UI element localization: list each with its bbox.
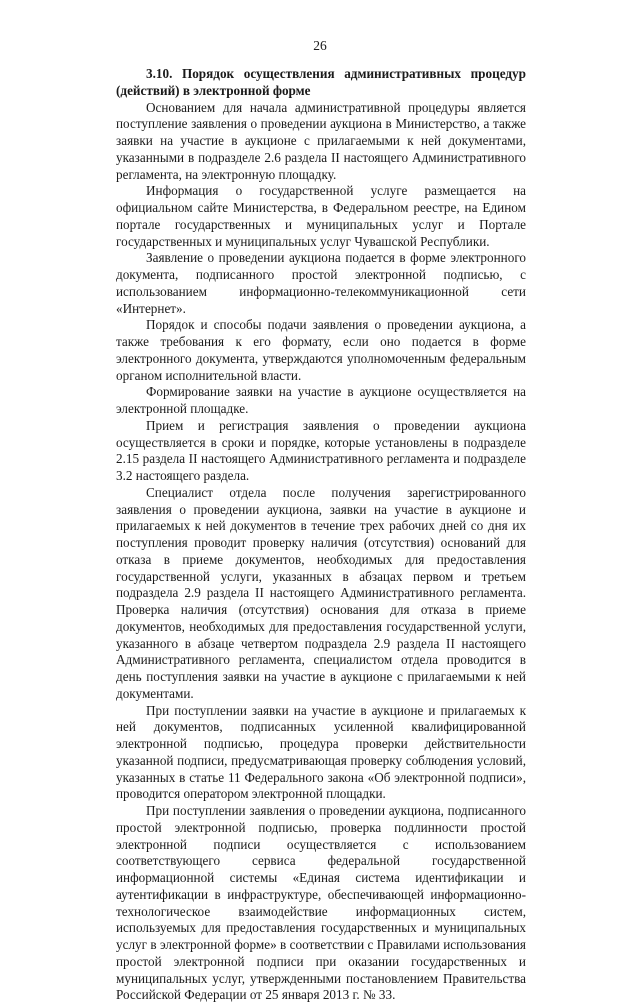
paragraph-submission-procedure: Порядок и способы подачи заявления о проведении аукциона, а также требования к его формату, если оно подается в форме электронного документа, утверждаются уполномоченным федеральным органом исполнительной власти. bbox=[116, 317, 526, 383]
paragraph-registration: Прием и регистрация заявления о проведении аукциона осуществляется в сроки и порядке, которые установлены в подразделе 2.15 раздела II настоящего Административного регламента и подразделе 3.2 настоящего раздела. bbox=[116, 417, 526, 483]
paragraph-bid-formation: Формирование заявки на участие в аукционе осуществляется на электронной площадке. bbox=[116, 384, 526, 416]
paragraph-qualified-signature: При поступлении заявки на участие в аукционе и прилагаемых к ней документов, подписанных усиленной квалифицированной электронной подписью, процедура проверки действительности указанной подписи, предусматривающая проверку соблюдения условий, указанных в статье 11 Федерального закона «Об электронной подписи», проводится оператором электронной площадки. bbox=[116, 702, 526, 802]
section-title: 3.10. Порядок осуществления административных процедур (действий) в электронной форме bbox=[116, 66, 526, 98]
paragraph-specialist-check: Специалист отдела после получения зарегистрированного заявления о проведении аукциона, заявки на участие в аукционе и прилагаемых к ней документов в течение трех рабочих дней со дня их поступления проводит проверку наличия (отсутствия) оснований для отказа в приеме документов, необходимых для предоставления государственной услуги, указанных в абзацах первом и третьем подраздела 2.9 раздела II настоящего Административного регламента. Проверка наличия (отсутствия) основания для отказа в приеме документов, необходимых для предоставления государственной услуги, указанного в абзаце четвертом подраздела 2.9 раздела II настоящего Административного регламента, специалистом отдела проводится в день поступления заявки на участие в аукционе с прилагаемыми к ней документами. bbox=[116, 484, 526, 701]
paragraph-simple-signature: При поступлении заявления о проведении аукциона, подписанного простой электронной подписью, проверка подлинности простой электронной подписи осуществляется с использованием соответствующего сервиса федеральной государственной информационной системы «Единая система идентификации и аутентификации в инфраструктуре, обеспечивающей информационно-технологическое взаимодействие информационных систем, используемых для предоставления государственных и муниципальных услуг в электронной форме» в соответствии с Правилами использования простой электронной подписи при оказании государственных и муниципальных услуг, утвержденными постановлением Правительства Российской Федерации от 25 января 2013 г. № 33. bbox=[116, 803, 526, 1003]
paragraph-application-form: Заявление о проведении аукциона подается в форме электронного документа, подписанного простой электронной подписью, с использованием информационно-телекоммуникационной сети «Интернет». bbox=[116, 250, 526, 316]
page-number: 26 bbox=[313, 38, 327, 53]
paragraph-information: Информация о государственной услуге размещается на официальном сайте Министерства, в Федеральном реестре, на Едином портале государственных и муниципальных услуг и Портале государственных и муниципальных услуг Чувашской Республики. bbox=[116, 183, 526, 249]
document-body bbox=[116, 66, 526, 1004]
paragraph-grounds: Основанием для начала административной процедуры является поступление заявления о проведении аукциона в Министерство, а также заявки на участие в аукционе с прилагаемыми к ней документами, указанными в подразделе 2.6 раздела II настоящего Административного регламента, на электронную площадку. bbox=[116, 99, 526, 182]
